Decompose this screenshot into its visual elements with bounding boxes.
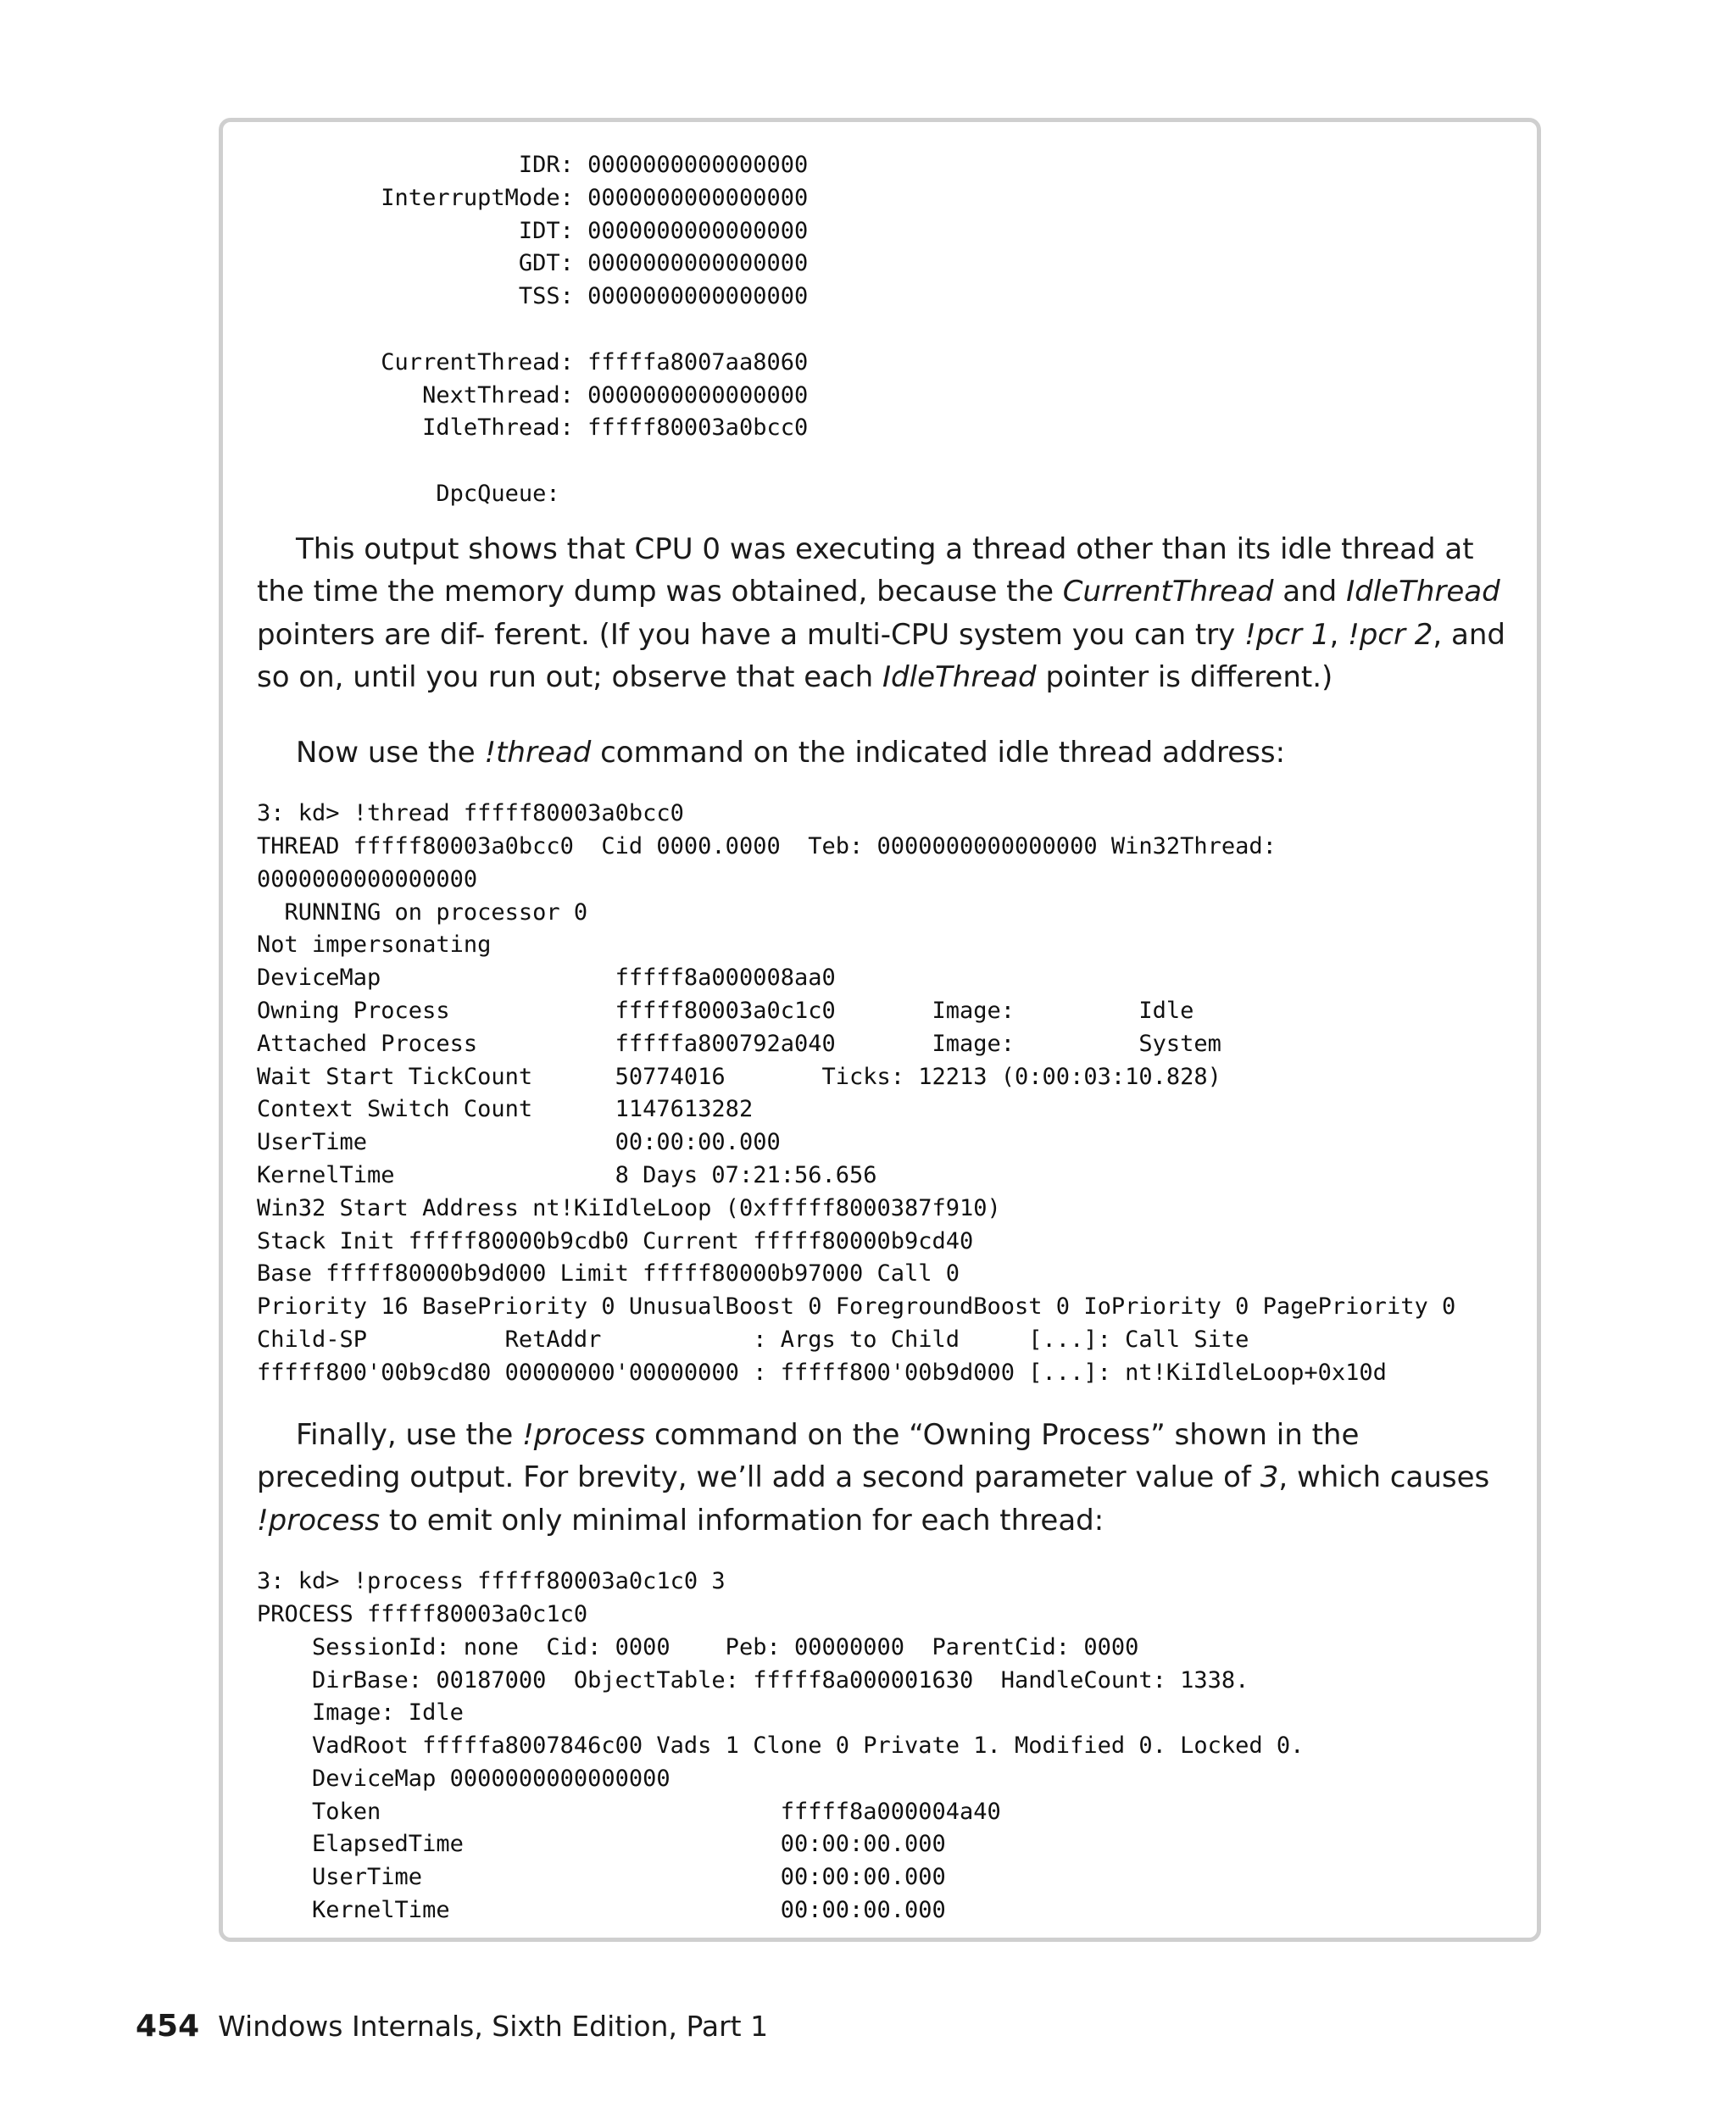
para1-text-1: This output shows that CPU 0 was executing a thread other than its idle thread at the time the memory dump was obtained, because the bbox=[257, 531, 1474, 609]
para3-text-3: , which causes bbox=[1278, 1460, 1490, 1495]
sidebar-box bbox=[219, 118, 1541, 1942]
para2-text-1: Now use the bbox=[296, 735, 485, 770]
para1-text-2: and bbox=[1273, 575, 1347, 609]
para1-italic-1: CurrentThread bbox=[1062, 575, 1274, 609]
para1-text-3: pointers are dif- ferent. (If you have a multi-CPU system you can try bbox=[257, 617, 1245, 652]
para1-italic-4: !pcr 2 bbox=[1348, 617, 1433, 652]
para1-text-6: pointer is different.) bbox=[1036, 660, 1333, 695]
para3-text-4: to emit only minimal information for each thread: bbox=[380, 1503, 1104, 1538]
code-block-process-output: 3: kd> !process fffff80003a0c1c0 3 PROCESS fffff80003a0c1c0 SessionId: none Cid: 0000 Peb: 00000000 ParentCid: 0000 DirBase: 00187000 ObjectTable: fffff8a000001630 HandleCount: 1338. Image: Idle VadRoot fffffa8007846c00 Vads 1 Clone 0 Private 1. Modified 0. Locked 0. DeviceMap 0000000000000000 Token fffff8a000004a40 ElapsedTime 00:00:00.000 UserTime 00:00:00.000 KernelTime 00:00:00.000 bbox=[257, 1568, 1305, 1924]
paragraph-process-command-intro bbox=[257, 1414, 1511, 1543]
para3-text-2: command on the “Owning Process” shown in the preceding output. For brevity, we’ll add a second parameter value of bbox=[257, 1417, 1360, 1495]
book-title: Windows Internals, Sixth Edition, Part 1 bbox=[218, 2010, 769, 2043]
para1-italic-2: IdleThread bbox=[1346, 575, 1500, 609]
para1-italic-5: IdleThread bbox=[882, 660, 1037, 695]
para3-italic-2: 3 bbox=[1260, 1460, 1279, 1495]
para3-italic-1: !process bbox=[522, 1417, 646, 1452]
code-block-pcr-output: IDR: 0000000000000000 InterruptMode: 0000000000000000 IDT: 0000000000000000 GDT: 0000000000000000 TSS: 0000000000000000 CurrentThread: fffffa8007aa8060 NextThread: 0000000000000000 IdleThread: fffff80003a0bcc0 DpcQueue: bbox=[381, 152, 809, 507]
para2-text-2: command on the indicated idle thread address: bbox=[591, 735, 1286, 770]
sidebar-content bbox=[257, 149, 1511, 1927]
para1-text-4: , bbox=[1329, 617, 1349, 652]
paragraph-cpu-thread-explanation bbox=[257, 528, 1511, 699]
para1-text-5: , and so on, until you run out; observe that each bbox=[257, 617, 1505, 695]
code-block-thread-output: 3: kd> !thread fffff80003a0bcc0 THREAD fffff80003a0bcc0 Cid 0000.0000 Teb: 0000000000000000 Win32Thread: 0000000000000000 RUNNING on processor 0 Not impersonating DeviceMap fffff8a000008aa0 Owning Process fffff80003a0c1c0 Image: Idle Attached Process fffffa800792a040 Image: System Wait Start TickCount 50774016 Ticks: 12213 (0:00:03:10.828) Context Switch Count 1147613282 UserTime 00:00:00.000 KernelTime 8 Days 07:21:56.656 Win32 Start Address nt!KiIdleLoop (0xfffff8000387f910) Stack Init fffff80000b9cdb0 Current fffff80000b9cd40 Base fffff80000b9d000 Limit fffff80000b97000 Call 0 Priority 16 BasePriority 0 UnusualBoost 0 ForegroundBoost 0 IoPriority 0 PagePriority 0 Child-SP RetAddr : Args to Child [...]: Call Site fffff800'00b9cd80 00000000'00000000 : fffff800'00b9d000 [...]: nt!KiIdleLoop+0x10d bbox=[257, 800, 1456, 1386]
para3-text-1: Finally, use the bbox=[296, 1417, 523, 1452]
para1-italic-3: !pcr 1 bbox=[1244, 617, 1330, 652]
paragraph-thread-command-intro bbox=[257, 731, 1511, 775]
para3-italic-3: !process bbox=[257, 1503, 381, 1538]
page-footer bbox=[136, 2009, 768, 2044]
page-number: 454 bbox=[136, 2009, 200, 2044]
para2-italic-1: !thread bbox=[484, 735, 592, 770]
